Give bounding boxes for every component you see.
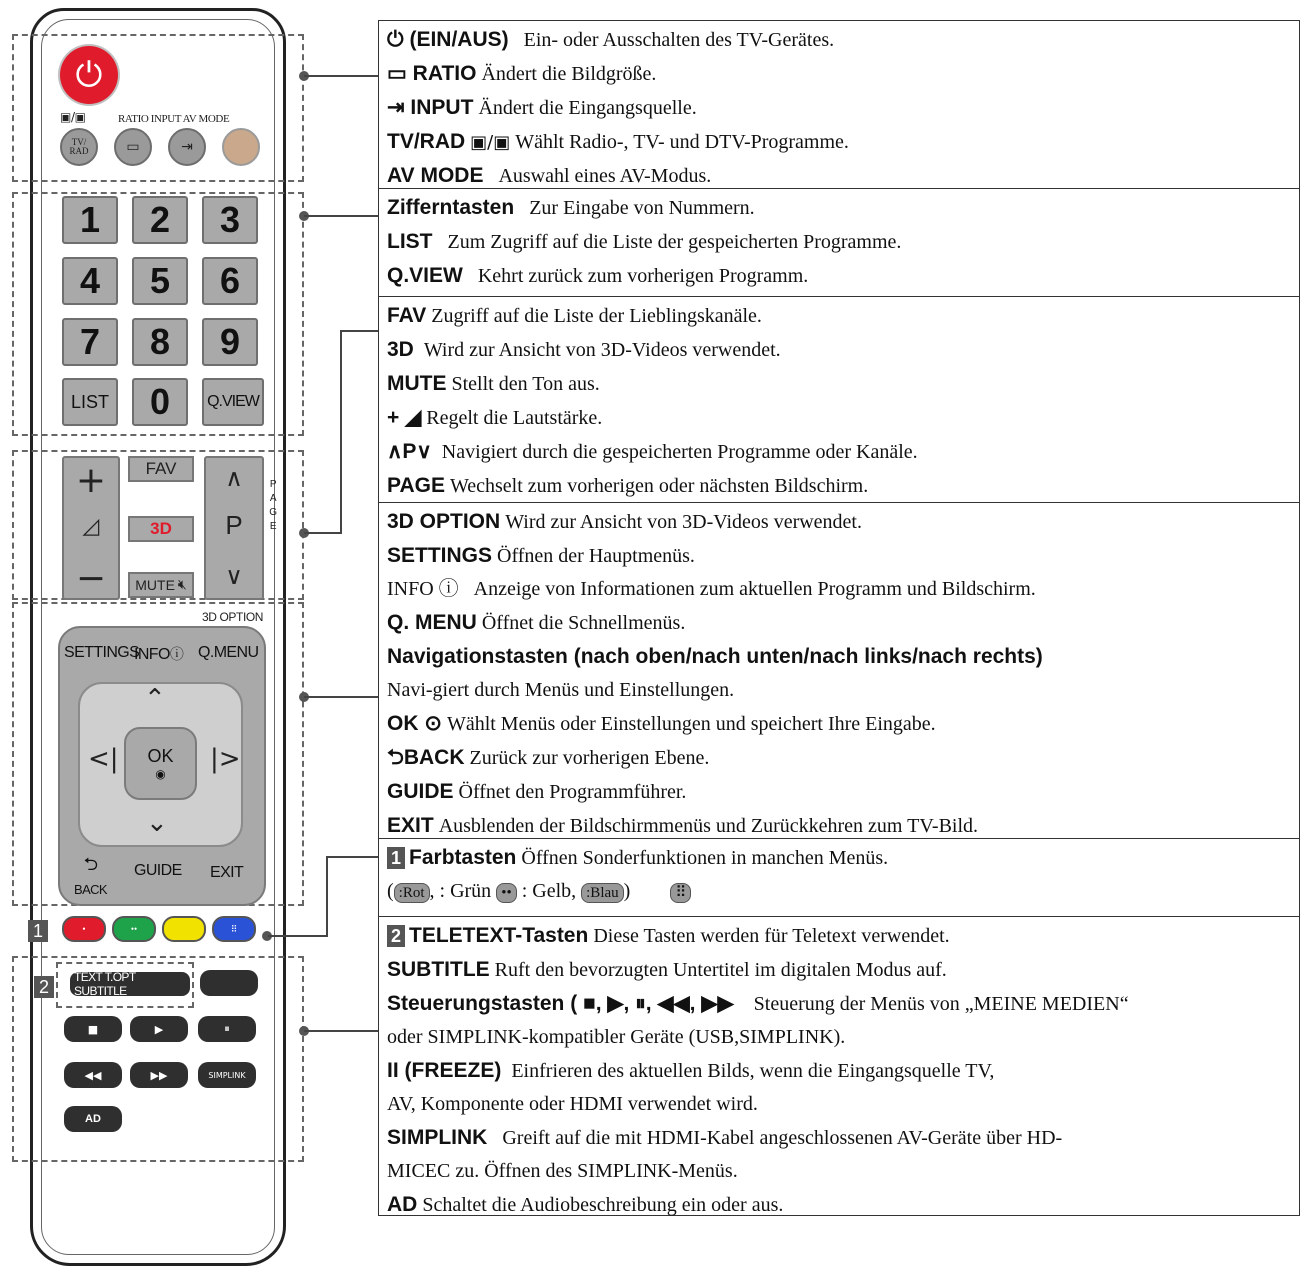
desc-row: 3D Wird zur Ansicht von 3D-Videos verwendet. bbox=[387, 338, 781, 361]
desc-row: Navigationstasten (nach oben/nach unten/nach links/nach rechts) bbox=[387, 645, 1043, 668]
blue-button[interactable]: ⠿ bbox=[212, 916, 256, 942]
desc-row: LIST Zum Zugriff auf die Liste der gespeicherten Programme. bbox=[387, 230, 902, 253]
text-topt-subtitle-buttons[interactable]: TEXT T.OPT SUBTITLE bbox=[70, 972, 190, 996]
ratio-button[interactable] bbox=[114, 128, 152, 166]
desc-row: TV/RAD ▣/▣ Wählt Radio-, TV- und DTV-Programme. bbox=[387, 130, 849, 153]
input-button[interactable] bbox=[168, 128, 206, 166]
key-9[interactable]: 9 bbox=[202, 318, 258, 366]
desc-row: ∧P∨ Navigiert durch die gespeicherten Programme oder Kanäle. bbox=[387, 440, 918, 463]
mute-label: MUTE bbox=[135, 577, 175, 593]
badge-2: 2 bbox=[387, 925, 405, 947]
key-1[interactable]: 1 bbox=[62, 196, 118, 244]
rewind-icon: ◀◀ bbox=[84, 1068, 102, 1082]
tvrad-icon: ▣/▣ bbox=[470, 132, 511, 153]
key-2[interactable]: 2 bbox=[132, 196, 188, 244]
desc-row: 3D OPTION Wird zur Ansicht von 3D-Videos verwendet. bbox=[387, 510, 862, 533]
up-arrow-icon[interactable]: ⌃ bbox=[144, 684, 166, 714]
green-button[interactable]: •• bbox=[112, 916, 156, 942]
guide-button[interactable]: GUIDE bbox=[134, 862, 182, 879]
connector-line-3b bbox=[340, 330, 342, 534]
section-teletext bbox=[379, 917, 1299, 1215]
play-icon: ▶ bbox=[154, 1022, 164, 1036]
program-rocker[interactable] bbox=[204, 456, 264, 600]
desc-row: Q.VIEW Kehrt zurück zum vorherigen Programm. bbox=[387, 264, 809, 287]
desc-row: ⮌BACK Zurück zur vorherigen Ebene. bbox=[387, 746, 710, 769]
input-icon: ⇥ bbox=[181, 139, 193, 155]
3d-label: 3D bbox=[150, 519, 172, 538]
page-vertical-label: PAGE bbox=[269, 479, 277, 532]
desc-row: Navi-giert durch Menüs und Einstellungen. bbox=[387, 679, 735, 701]
desc-row: SUBTITLE Ruft den bevorzugten Untertitel im digitalen Modus auf. bbox=[387, 958, 947, 981]
yellow-button[interactable] bbox=[162, 916, 206, 942]
ok-button[interactable]: OK ◉ bbox=[124, 727, 197, 800]
ad-button[interactable]: AD bbox=[64, 1106, 122, 1132]
av-mode-button[interactable] bbox=[222, 128, 260, 166]
red-button[interactable]: • bbox=[62, 916, 106, 942]
connector-line-3c bbox=[340, 330, 378, 332]
connector-line-3a bbox=[304, 532, 342, 534]
fav-button[interactable]: FAV bbox=[128, 456, 194, 482]
rewind-button[interactable] bbox=[64, 1062, 122, 1088]
section-power bbox=[379, 21, 1299, 189]
section-color-keys bbox=[379, 839, 1299, 917]
desc-row: ▭ RATIO Ändert die Bildgröße. bbox=[387, 62, 657, 85]
desc-row: ( :Rot , : Grün •• : Gelb, :Blau ) ⠿ bbox=[387, 875, 1291, 908]
desc-row: Q. MENU Öffnet die Schnellmenüs. bbox=[387, 611, 686, 634]
key-0[interactable]: 0 bbox=[132, 378, 188, 426]
volume-down-label: − bbox=[75, 558, 107, 599]
back-button[interactable]: ⮌ BACK bbox=[74, 854, 108, 897]
program-label: P bbox=[225, 510, 243, 540]
mute-button[interactable] bbox=[128, 572, 194, 598]
connector-line-5a bbox=[268, 935, 328, 937]
desc-row: GUIDE Öffnet den Programmführer. bbox=[387, 780, 687, 803]
desc-row: MUTE Stellt den Ton aus. bbox=[387, 372, 600, 395]
tvrad-icon: ▣/▣ bbox=[60, 110, 86, 124]
desc-row: INFO ⓘ Anzeige von Informationen zum aktuellen Programm und Bildschirm. bbox=[387, 578, 1036, 600]
program-up-icon: ∧ bbox=[225, 464, 243, 492]
desc-row: SIMPLINK Greift auf die mit HDMI-Kabel angeschlossenen AV-Geräte über HD- bbox=[387, 1126, 1063, 1149]
info-icon: ⓘ bbox=[169, 647, 184, 663]
desc-row: OK ⊙ Wählt Menüs oder Einstellungen und speichert Ihre Eingabe. bbox=[387, 712, 936, 735]
left-arrow-icon[interactable]: <| bbox=[88, 744, 119, 774]
3d-button[interactable] bbox=[128, 516, 194, 542]
settings-button[interactable]: SETTINGS bbox=[64, 644, 140, 661]
desc-row: II (FREEZE) Einfrieren des aktuellen Bilds, wenn die Eingangsquelle TV, bbox=[387, 1059, 995, 1082]
top-row-labels: RATIO INPUT AV MODE bbox=[118, 113, 230, 125]
desc-row: oder SIMPLINK-kompatibler Geräte (USB,SIMPLINK). bbox=[387, 1026, 846, 1048]
desc-row: PAGE Wechselt zum vorherigen oder nächsten Bildschirm. bbox=[387, 474, 869, 497]
tvrad-button[interactable]: TV/ RAD bbox=[60, 128, 98, 166]
program-down-icon: ∨ bbox=[225, 562, 243, 590]
key-7[interactable]: 7 bbox=[62, 318, 118, 366]
section-volume bbox=[379, 297, 1299, 503]
desc-row: EXIT Ausblenden der Bildschirmmenüs und Zurückkehren zum TV-Bild. bbox=[387, 814, 979, 837]
ratio-icon: ▭ bbox=[126, 139, 140, 155]
desc-row: SETTINGS Öffnen der Hauptmenüs. bbox=[387, 544, 695, 567]
key-6[interactable]: 6 bbox=[202, 257, 258, 305]
key-3[interactable]: 3 bbox=[202, 196, 258, 244]
key-5[interactable]: 5 bbox=[132, 257, 188, 305]
desc-row: Steuerungstasten ( ■, ▶, ⏸, ◀◀, ▶▶ Steuerung der Menüs von „MEINE MEDIEN“ bbox=[387, 992, 1129, 1015]
section-numbers bbox=[379, 189, 1299, 297]
connector-line-2 bbox=[304, 215, 378, 217]
3d-option-label: 3D OPTION bbox=[202, 610, 264, 624]
forward-button[interactable] bbox=[130, 1062, 188, 1088]
badge-1: 1 bbox=[387, 847, 405, 869]
right-arrow-icon[interactable]: |> bbox=[210, 744, 241, 774]
desc-row: 2 TELETEXT-Tasten Diese Tasten werden für Teletext verwendet. bbox=[387, 919, 1291, 953]
list-button[interactable]: LIST bbox=[62, 378, 118, 426]
info-button[interactable]: INFOⓘ bbox=[134, 646, 184, 663]
connector-line-1 bbox=[304, 75, 378, 77]
play-button[interactable] bbox=[130, 1016, 188, 1042]
power-button[interactable] bbox=[60, 46, 118, 104]
back-icon: ⮌ bbox=[83, 854, 98, 875]
pause-button[interactable] bbox=[198, 1016, 256, 1042]
ok-dot-icon: ◉ bbox=[155, 767, 166, 781]
stop-icon: ■ bbox=[87, 1022, 99, 1036]
desc-row: 1 Farbtasten Öffnen Sonderfunktionen in manchen Menüs. bbox=[387, 841, 1291, 875]
volume-icon: ◿ bbox=[82, 514, 100, 539]
volume-up-label: + bbox=[75, 460, 107, 501]
desc-row: FAV Zugriff auf die Liste der Lieblingskanäle. bbox=[387, 304, 762, 327]
exit-button[interactable]: EXIT bbox=[210, 864, 244, 881]
key-4[interactable]: 4 bbox=[62, 257, 118, 305]
volume-rocker[interactable] bbox=[62, 456, 120, 600]
connector-line-5b bbox=[326, 856, 328, 937]
stop-button[interactable] bbox=[64, 1016, 122, 1042]
connector-line-6 bbox=[304, 1030, 378, 1032]
desc-row: AV, Komponente oder HDMI verwendet wird. bbox=[387, 1093, 758, 1115]
qview-button[interactable]: Q.VIEW bbox=[202, 378, 264, 426]
desc-row: ⏻ (EIN/AUS) Ein- oder Ausschalten des TV-Gerätes. bbox=[387, 28, 835, 51]
desc-row: + ◢ Regelt die Lautstärke. bbox=[387, 406, 603, 429]
desc-row: AD Schaltet die Audiobeschreibung ein oder aus. bbox=[387, 1193, 784, 1216]
power-icon: ⏻ bbox=[75, 55, 103, 95]
qmenu-button[interactable]: Q.MENU bbox=[198, 644, 259, 661]
tag-1: 1 bbox=[28, 920, 48, 942]
mute-icon: 🔇︎ bbox=[177, 577, 187, 593]
connector-line-5c bbox=[326, 856, 378, 858]
section-navigation bbox=[379, 503, 1299, 839]
tag-2: 2 bbox=[34, 976, 54, 998]
down-arrow-icon[interactable]: ⌄ bbox=[146, 808, 168, 838]
simplink-button[interactable]: SIMPLINK bbox=[198, 1062, 256, 1088]
blank-button[interactable] bbox=[200, 970, 258, 996]
key-8[interactable]: 8 bbox=[132, 318, 188, 366]
desc-row: ⇥ INPUT Ändert die Eingangsquelle. bbox=[387, 96, 697, 119]
pause-icon: ⏸ bbox=[224, 1022, 230, 1035]
blue-chip-icon: ⠿ bbox=[670, 883, 691, 903]
forward-icon: ▶▶ bbox=[150, 1068, 168, 1082]
desc-row: Zifferntasten Zur Eingabe von Nummern. bbox=[387, 196, 755, 219]
green-chip: •• bbox=[496, 883, 517, 903]
desc-row: MICEC zu. Öffnen des SIMPLINK-Menüs. bbox=[387, 1160, 738, 1182]
group-power bbox=[12, 34, 304, 182]
desc-row: AV MODE Auswahl eines AV-Modus. bbox=[387, 164, 712, 187]
description-table bbox=[378, 20, 1300, 1216]
connector-line-4 bbox=[304, 696, 378, 698]
